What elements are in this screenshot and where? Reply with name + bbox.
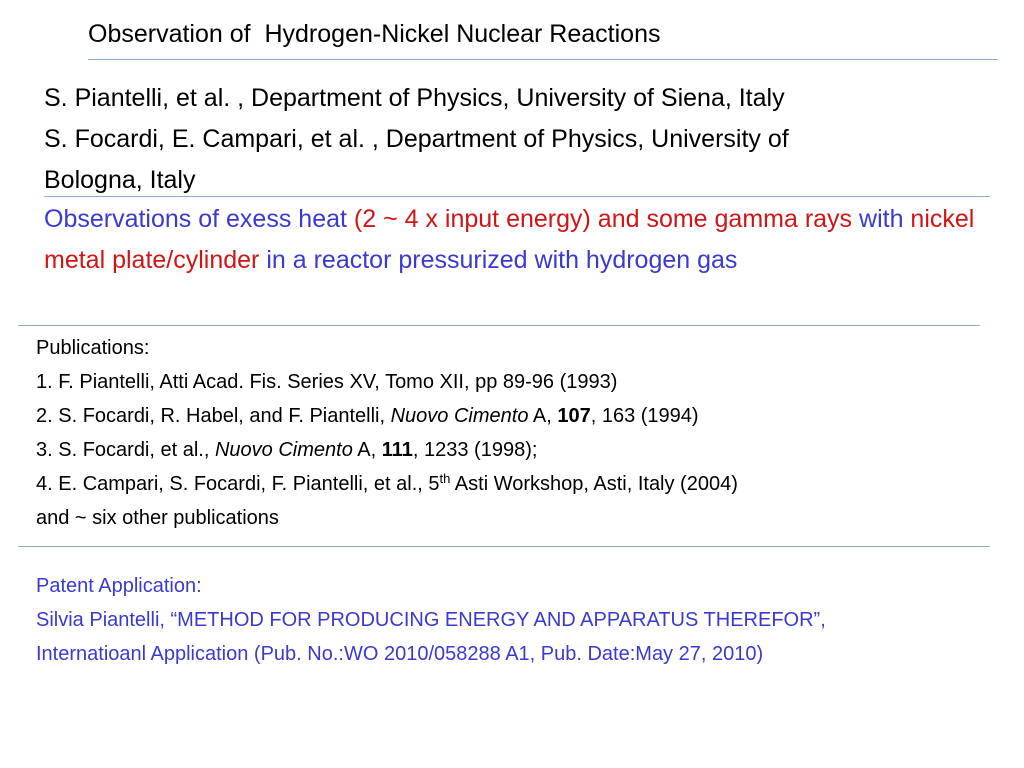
authors-divider	[44, 196, 990, 197]
publication-authors: 3. S. Focardi, et al.,	[36, 439, 215, 461]
publication-series: A,	[528, 405, 558, 427]
publication-pages: , 163 (1994)	[590, 405, 699, 427]
publication-authors: 4. E. Campari, S. Focardi, F. Piantelli, et al., 5	[36, 473, 440, 495]
publication-volume: 107	[557, 405, 591, 427]
observations-divider	[18, 325, 980, 326]
publication-item: 1. F. Piantelli, Atti Acad. Fis. Series XV, Tomo XII, pp 89-96 (1993)	[36, 371, 618, 393]
publication-item	[36, 467, 996, 501]
publication-venue: Asti Workshop, Asti, Italy (2004)	[450, 473, 738, 495]
publications-divider	[18, 546, 990, 547]
slide-title: Observation of Hydrogen-Nickel Nuclear Reactions	[88, 20, 661, 48]
patent-heading: Patent Application:	[36, 575, 202, 597]
publication-item	[36, 433, 996, 467]
observations-block	[44, 199, 989, 281]
publication-journal: Nuovo Cimento	[390, 405, 529, 427]
observation-text-1: Observations of exess heat	[44, 205, 354, 233]
author-line-bologna-cont: Bologna, Italy	[44, 166, 196, 194]
authors-block	[44, 78, 989, 201]
publication-volume: 111	[381, 439, 413, 461]
publication-series: A,	[352, 439, 382, 461]
observation-text-2: with	[852, 205, 911, 233]
title-divider	[88, 59, 998, 60]
publication-journal: Nuovo Cimento	[214, 439, 353, 461]
patent-block	[36, 569, 1011, 671]
observation-highlight-gamma: and some gamma rays	[590, 205, 853, 233]
publication-item	[36, 399, 996, 433]
author-line-siena: S. Piantelli, et al. , Department of Physics, University of Siena, Italy	[44, 84, 785, 112]
observation-text-3: in a reactor pressurized with hydrogen gas	[259, 246, 738, 274]
patent-application-line: Internatioanl Application (Pub. No.:WO 2010/058288 A1, Pub. Date:May 27, 2010)	[36, 643, 764, 665]
publication-authors: 2. S. Focardi, R. Habel, and F. Piantelli,	[36, 405, 391, 427]
publication-pages: , 1233 (1998);	[412, 439, 538, 461]
publications-block	[36, 331, 996, 535]
observation-highlight-nickel: nickel metal plate/cylinder	[44, 205, 975, 274]
observation-highlight-energy: (2 ~ 4 x input energy)	[353, 205, 591, 233]
publications-others: and ~ six other publications	[36, 507, 279, 529]
author-line-bologna: S. Focardi, E. Campari, et al. , Department of Physics, University of	[44, 125, 789, 153]
ordinal-superscript: th	[439, 471, 451, 486]
patent-title-line: Silvia Piantelli, “METHOD FOR PRODUCING ENERGY AND APPARATUS THEREFOR”,	[36, 609, 826, 631]
publications-heading: Publications:	[36, 337, 150, 359]
